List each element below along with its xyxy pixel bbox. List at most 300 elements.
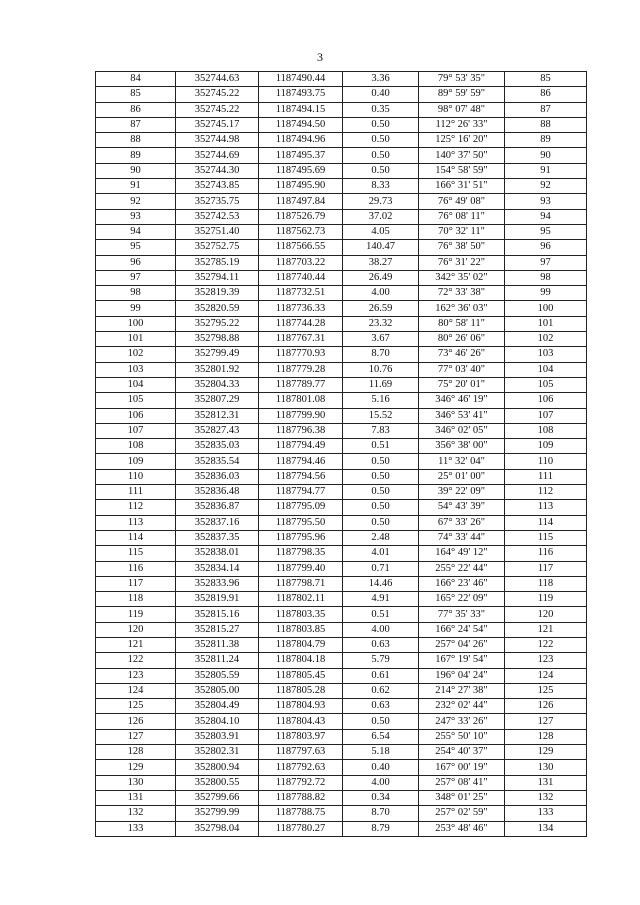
y-coordinate-cell: 1187495.69	[259, 163, 343, 178]
point-number-cell: 125	[96, 699, 176, 714]
point-number-cell: 88	[96, 133, 176, 148]
point-number-cell: 108	[96, 439, 176, 454]
next-point-number-cell: 121	[505, 622, 587, 637]
next-point-number-cell: 99	[505, 286, 587, 301]
table-row	[96, 592, 587, 607]
point-number-cell: 105	[96, 393, 176, 408]
point-number-cell: 103	[96, 362, 176, 377]
distance-cell: 0.50	[343, 515, 419, 530]
y-coordinate-cell: 1187803.85	[259, 622, 343, 637]
bearing-cell: 98° 07' 48"	[419, 102, 505, 117]
next-point-number-cell: 109	[505, 439, 587, 454]
bearing-cell: 74° 33' 44"	[419, 530, 505, 545]
next-point-number-cell: 132	[505, 790, 587, 805]
distance-cell: 0.40	[343, 87, 419, 102]
y-coordinate-cell: 1187805.45	[259, 668, 343, 683]
distance-cell: 8.33	[343, 179, 419, 194]
y-coordinate-cell: 1187767.31	[259, 332, 343, 347]
x-coordinate-cell: 352838.01	[176, 546, 259, 561]
distance-cell: 4.91	[343, 592, 419, 607]
next-point-number-cell: 105	[505, 377, 587, 392]
next-point-number-cell: 97	[505, 255, 587, 270]
bearing-cell: 80° 58' 11"	[419, 316, 505, 331]
distance-cell: 4.00	[343, 775, 419, 790]
next-point-number-cell: 114	[505, 515, 587, 530]
x-coordinate-cell: 352744.30	[176, 163, 259, 178]
bearing-cell: 253° 48' 46"	[419, 821, 505, 836]
point-number-cell: 95	[96, 240, 176, 255]
next-point-number-cell: 108	[505, 423, 587, 438]
next-point-number-cell: 103	[505, 347, 587, 362]
bearing-cell: 25° 01' 00"	[419, 469, 505, 484]
y-coordinate-cell: 1187798.35	[259, 546, 343, 561]
table-row	[96, 668, 587, 683]
bearing-cell: 165° 22' 09"	[419, 592, 505, 607]
x-coordinate-cell: 352802.31	[176, 745, 259, 760]
point-number-cell: 93	[96, 209, 176, 224]
bearing-cell: 70° 32' 11"	[419, 224, 505, 239]
distance-cell: 8.70	[343, 806, 419, 821]
next-point-number-cell: 118	[505, 576, 587, 591]
bearing-cell: 232° 02' 44"	[419, 699, 505, 714]
y-coordinate-cell: 1187804.18	[259, 653, 343, 668]
table-row	[96, 163, 587, 178]
bearing-cell: 346° 02' 05"	[419, 423, 505, 438]
table-row	[96, 240, 587, 255]
table-row	[96, 179, 587, 194]
x-coordinate-cell: 352735.75	[176, 194, 259, 209]
table-row	[96, 454, 587, 469]
next-point-number-cell: 86	[505, 87, 587, 102]
point-number-cell: 113	[96, 515, 176, 530]
next-point-number-cell: 98	[505, 270, 587, 285]
table-row	[96, 760, 587, 775]
next-point-number-cell: 89	[505, 133, 587, 148]
point-number-cell: 115	[96, 546, 176, 561]
y-coordinate-cell: 1187732.51	[259, 286, 343, 301]
x-coordinate-cell: 352836.87	[176, 500, 259, 515]
y-coordinate-cell: 1187803.35	[259, 607, 343, 622]
y-coordinate-cell: 1187799.90	[259, 408, 343, 423]
x-coordinate-cell: 352742.53	[176, 209, 259, 224]
bearing-cell: 140° 37' 50"	[419, 148, 505, 163]
bearing-cell: 342° 35' 02"	[419, 270, 505, 285]
next-point-number-cell: 90	[505, 148, 587, 163]
point-number-cell: 114	[96, 530, 176, 545]
distance-cell: 0.50	[343, 469, 419, 484]
point-number-cell: 121	[96, 637, 176, 652]
x-coordinate-cell: 352800.55	[176, 775, 259, 790]
distance-cell: 0.50	[343, 500, 419, 515]
x-coordinate-cell: 352745.22	[176, 102, 259, 117]
point-number-cell: 126	[96, 714, 176, 729]
y-coordinate-cell: 1187798.71	[259, 576, 343, 591]
x-coordinate-cell: 352815.27	[176, 622, 259, 637]
y-coordinate-cell: 1187495.37	[259, 148, 343, 163]
distance-cell: 2.48	[343, 530, 419, 545]
next-point-number-cell: 85	[505, 72, 587, 87]
bearing-cell: 73° 46' 26"	[419, 347, 505, 362]
y-coordinate-cell: 1187804.79	[259, 637, 343, 652]
bearing-cell: 89° 59' 59"	[419, 87, 505, 102]
bearing-cell: 54° 43' 39"	[419, 500, 505, 515]
distance-cell: 0.50	[343, 454, 419, 469]
distance-cell: 37.02	[343, 209, 419, 224]
table-row	[96, 408, 587, 423]
table-row	[96, 500, 587, 515]
x-coordinate-cell: 352833.96	[176, 576, 259, 591]
bearing-cell: 254° 40' 37"	[419, 745, 505, 760]
y-coordinate-cell: 1187802.11	[259, 592, 343, 607]
next-point-number-cell: 88	[505, 117, 587, 132]
point-number-cell: 122	[96, 653, 176, 668]
next-point-number-cell: 131	[505, 775, 587, 790]
bearing-cell: 112° 26' 33"	[419, 117, 505, 132]
table-row	[96, 439, 587, 454]
table-row	[96, 561, 587, 576]
point-number-cell: 127	[96, 729, 176, 744]
next-point-number-cell: 111	[505, 469, 587, 484]
distance-cell: 0.61	[343, 668, 419, 683]
x-coordinate-cell: 352795.22	[176, 316, 259, 331]
bearing-cell: 162° 36' 03"	[419, 301, 505, 316]
y-coordinate-cell: 1187562.73	[259, 224, 343, 239]
point-number-cell: 91	[96, 179, 176, 194]
x-coordinate-cell: 352785.19	[176, 255, 259, 270]
x-coordinate-cell: 352805.59	[176, 668, 259, 683]
bearing-cell: 346° 53' 41"	[419, 408, 505, 423]
x-coordinate-cell: 352744.63	[176, 72, 259, 87]
distance-cell: 15.52	[343, 408, 419, 423]
bearing-cell: 356° 38' 00"	[419, 439, 505, 454]
point-number-cell: 107	[96, 423, 176, 438]
distance-cell: 0.34	[343, 790, 419, 805]
next-point-number-cell: 96	[505, 240, 587, 255]
point-number-cell: 89	[96, 148, 176, 163]
y-coordinate-cell: 1187497.84	[259, 194, 343, 209]
x-coordinate-cell: 352819.39	[176, 286, 259, 301]
distance-cell: 4.00	[343, 622, 419, 637]
x-coordinate-cell: 352805.00	[176, 683, 259, 698]
table-row	[96, 821, 587, 836]
bearing-cell: 164° 49' 12"	[419, 546, 505, 561]
x-coordinate-cell: 352815.16	[176, 607, 259, 622]
table-row	[96, 209, 587, 224]
next-point-number-cell: 106	[505, 393, 587, 408]
bearing-cell: 257° 08' 41"	[419, 775, 505, 790]
point-number-cell: 133	[96, 821, 176, 836]
y-coordinate-cell: 1187788.82	[259, 790, 343, 805]
point-number-cell: 90	[96, 163, 176, 178]
y-coordinate-cell: 1187795.50	[259, 515, 343, 530]
table-row	[96, 714, 587, 729]
table-row	[96, 255, 587, 270]
bearing-cell: 72° 33' 38"	[419, 286, 505, 301]
distance-cell: 4.00	[343, 286, 419, 301]
next-point-number-cell: 110	[505, 454, 587, 469]
table-row	[96, 72, 587, 87]
y-coordinate-cell: 1187780.27	[259, 821, 343, 836]
point-number-cell: 120	[96, 622, 176, 637]
distance-cell: 0.51	[343, 607, 419, 622]
x-coordinate-cell: 352798.04	[176, 821, 259, 836]
bearing-cell: 214° 27' 38"	[419, 683, 505, 698]
point-number-cell: 84	[96, 72, 176, 87]
x-coordinate-cell: 352811.24	[176, 653, 259, 668]
y-coordinate-cell: 1187779.28	[259, 362, 343, 377]
x-coordinate-cell: 352799.49	[176, 347, 259, 362]
next-point-number-cell: 117	[505, 561, 587, 576]
y-coordinate-cell: 1187799.40	[259, 561, 343, 576]
next-point-number-cell: 101	[505, 316, 587, 331]
point-number-cell: 118	[96, 592, 176, 607]
point-number-cell: 130	[96, 775, 176, 790]
distance-cell: 7.83	[343, 423, 419, 438]
table-row	[96, 729, 587, 744]
y-coordinate-cell: 1187490.44	[259, 72, 343, 87]
x-coordinate-cell: 352837.16	[176, 515, 259, 530]
y-coordinate-cell: 1187703.22	[259, 255, 343, 270]
page-number: 3	[317, 50, 323, 64]
table-row	[96, 117, 587, 132]
y-coordinate-cell: 1187797.63	[259, 745, 343, 760]
x-coordinate-cell: 352800.94	[176, 760, 259, 775]
y-coordinate-cell: 1187795.96	[259, 530, 343, 545]
table-row	[96, 423, 587, 438]
y-coordinate-cell: 1187744.28	[259, 316, 343, 331]
distance-cell: 10.76	[343, 362, 419, 377]
next-point-number-cell: 126	[505, 699, 587, 714]
distance-cell: 3.67	[343, 332, 419, 347]
point-number-cell: 87	[96, 117, 176, 132]
x-coordinate-cell: 352744.98	[176, 133, 259, 148]
y-coordinate-cell: 1187493.75	[259, 87, 343, 102]
x-coordinate-cell: 352836.48	[176, 485, 259, 500]
next-point-number-cell: 100	[505, 301, 587, 316]
x-coordinate-cell: 352827.43	[176, 423, 259, 438]
table-row	[96, 87, 587, 102]
coordinates-table-body	[96, 72, 587, 837]
table-row	[96, 515, 587, 530]
next-point-number-cell: 95	[505, 224, 587, 239]
next-point-number-cell: 133	[505, 806, 587, 821]
y-coordinate-cell: 1187795.09	[259, 500, 343, 515]
y-coordinate-cell: 1187494.50	[259, 117, 343, 132]
y-coordinate-cell: 1187804.43	[259, 714, 343, 729]
bearing-cell: 196° 04' 24"	[419, 668, 505, 683]
next-point-number-cell: 128	[505, 729, 587, 744]
bearing-cell: 166° 24' 54"	[419, 622, 505, 637]
bearing-cell: 255° 50' 10"	[419, 729, 505, 744]
y-coordinate-cell: 1187792.72	[259, 775, 343, 790]
distance-cell: 0.35	[343, 102, 419, 117]
point-number-cell: 111	[96, 485, 176, 500]
distance-cell: 0.50	[343, 117, 419, 132]
x-coordinate-cell: 352837.35	[176, 530, 259, 545]
table-row	[96, 377, 587, 392]
distance-cell: 8.70	[343, 347, 419, 362]
x-coordinate-cell: 352834.14	[176, 561, 259, 576]
next-point-number-cell: 104	[505, 362, 587, 377]
x-coordinate-cell: 352801.92	[176, 362, 259, 377]
distance-cell: 0.50	[343, 163, 419, 178]
bearing-cell: 75° 20' 01"	[419, 377, 505, 392]
y-coordinate-cell: 1187805.28	[259, 683, 343, 698]
y-coordinate-cell: 1187494.15	[259, 102, 343, 117]
bearing-cell: 77° 03' 40"	[419, 362, 505, 377]
distance-cell: 0.63	[343, 699, 419, 714]
y-coordinate-cell: 1187740.44	[259, 270, 343, 285]
table-row	[96, 546, 587, 561]
next-point-number-cell: 113	[505, 500, 587, 515]
bearing-cell: 125° 16' 20"	[419, 133, 505, 148]
bearing-cell: 166° 23' 46"	[419, 576, 505, 591]
next-point-number-cell: 92	[505, 179, 587, 194]
bearing-cell: 255° 22' 44"	[419, 561, 505, 576]
point-number-cell: 119	[96, 607, 176, 622]
distance-cell: 8.79	[343, 821, 419, 836]
next-point-number-cell: 127	[505, 714, 587, 729]
y-coordinate-cell: 1187494.96	[259, 133, 343, 148]
table-row	[96, 637, 587, 652]
x-coordinate-cell: 352799.66	[176, 790, 259, 805]
table-row	[96, 576, 587, 591]
point-number-cell: 128	[96, 745, 176, 760]
y-coordinate-cell: 1187794.56	[259, 469, 343, 484]
table-row	[96, 683, 587, 698]
bearing-cell: 76° 49' 08"	[419, 194, 505, 209]
table-row	[96, 790, 587, 805]
x-coordinate-cell: 352836.03	[176, 469, 259, 484]
y-coordinate-cell: 1187794.49	[259, 439, 343, 454]
point-number-cell: 98	[96, 286, 176, 301]
distance-cell: 11.69	[343, 377, 419, 392]
point-number-cell: 117	[96, 576, 176, 591]
coordinates-table	[95, 71, 587, 837]
bearing-cell: 77° 35' 33"	[419, 607, 505, 622]
bearing-cell: 257° 02' 59"	[419, 806, 505, 821]
table-row	[96, 133, 587, 148]
next-point-number-cell: 91	[505, 163, 587, 178]
x-coordinate-cell: 352819.91	[176, 592, 259, 607]
y-coordinate-cell: 1187792.63	[259, 760, 343, 775]
point-number-cell: 112	[96, 500, 176, 515]
x-coordinate-cell: 352752.75	[176, 240, 259, 255]
bearing-cell: 79° 53' 35"	[419, 72, 505, 87]
distance-cell: 0.50	[343, 148, 419, 163]
point-number-cell: 124	[96, 683, 176, 698]
y-coordinate-cell: 1187803.97	[259, 729, 343, 744]
table-row	[96, 316, 587, 331]
distance-cell: 0.50	[343, 133, 419, 148]
point-number-cell: 96	[96, 255, 176, 270]
y-coordinate-cell: 1187794.46	[259, 454, 343, 469]
distance-cell: 0.51	[343, 439, 419, 454]
x-coordinate-cell: 352804.49	[176, 699, 259, 714]
table-row	[96, 270, 587, 285]
y-coordinate-cell: 1187801.08	[259, 393, 343, 408]
next-point-number-cell: 87	[505, 102, 587, 117]
distance-cell: 38.27	[343, 255, 419, 270]
x-coordinate-cell: 352745.17	[176, 117, 259, 132]
x-coordinate-cell: 352744.69	[176, 148, 259, 163]
point-number-cell: 86	[96, 102, 176, 117]
table-row	[96, 745, 587, 760]
y-coordinate-cell: 1187789.77	[259, 377, 343, 392]
bearing-cell: 76° 38' 50"	[419, 240, 505, 255]
x-coordinate-cell: 352799.99	[176, 806, 259, 821]
table-row	[96, 469, 587, 484]
next-point-number-cell: 119	[505, 592, 587, 607]
y-coordinate-cell: 1187495.90	[259, 179, 343, 194]
bearing-cell: 11° 32' 04"	[419, 454, 505, 469]
next-point-number-cell: 112	[505, 485, 587, 500]
point-number-cell: 104	[96, 377, 176, 392]
x-coordinate-cell: 352804.10	[176, 714, 259, 729]
y-coordinate-cell: 1187804.93	[259, 699, 343, 714]
point-number-cell: 129	[96, 760, 176, 775]
point-number-cell: 97	[96, 270, 176, 285]
table-row	[96, 286, 587, 301]
x-coordinate-cell: 352811.38	[176, 637, 259, 652]
next-point-number-cell: 94	[505, 209, 587, 224]
bearing-cell: 154° 58' 59"	[419, 163, 505, 178]
point-number-cell: 109	[96, 454, 176, 469]
next-point-number-cell: 115	[505, 530, 587, 545]
distance-cell: 0.62	[343, 683, 419, 698]
next-point-number-cell: 120	[505, 607, 587, 622]
point-number-cell: 92	[96, 194, 176, 209]
x-coordinate-cell: 352794.11	[176, 270, 259, 285]
distance-cell: 5.18	[343, 745, 419, 760]
y-coordinate-cell: 1187770.93	[259, 347, 343, 362]
point-number-cell: 131	[96, 790, 176, 805]
table-row	[96, 347, 587, 362]
table-row	[96, 530, 587, 545]
bearing-cell: 348° 01' 25"	[419, 790, 505, 805]
distance-cell: 23.32	[343, 316, 419, 331]
point-number-cell: 106	[96, 408, 176, 423]
y-coordinate-cell: 1187526.79	[259, 209, 343, 224]
point-number-cell: 85	[96, 87, 176, 102]
bearing-cell: 76° 31' 22"	[419, 255, 505, 270]
point-number-cell: 99	[96, 301, 176, 316]
bearing-cell: 166° 31' 51"	[419, 179, 505, 194]
table-row	[96, 485, 587, 500]
x-coordinate-cell: 352804.33	[176, 377, 259, 392]
point-number-cell: 123	[96, 668, 176, 683]
table-row	[96, 607, 587, 622]
distance-cell: 26.49	[343, 270, 419, 285]
next-point-number-cell: 116	[505, 546, 587, 561]
x-coordinate-cell: 352798.88	[176, 332, 259, 347]
x-coordinate-cell: 352743.85	[176, 179, 259, 194]
x-coordinate-cell: 352820.59	[176, 301, 259, 316]
table-row	[96, 806, 587, 821]
next-point-number-cell: 93	[505, 194, 587, 209]
table-row	[96, 224, 587, 239]
y-coordinate-cell: 1187566.55	[259, 240, 343, 255]
point-number-cell: 116	[96, 561, 176, 576]
bearing-cell: 67° 33' 26"	[419, 515, 505, 530]
x-coordinate-cell: 352812.31	[176, 408, 259, 423]
distance-cell: 0.50	[343, 485, 419, 500]
bearing-cell: 80° 26' 06"	[419, 332, 505, 347]
distance-cell: 5.16	[343, 393, 419, 408]
table-row	[96, 194, 587, 209]
next-point-number-cell: 130	[505, 760, 587, 775]
next-point-number-cell: 124	[505, 668, 587, 683]
